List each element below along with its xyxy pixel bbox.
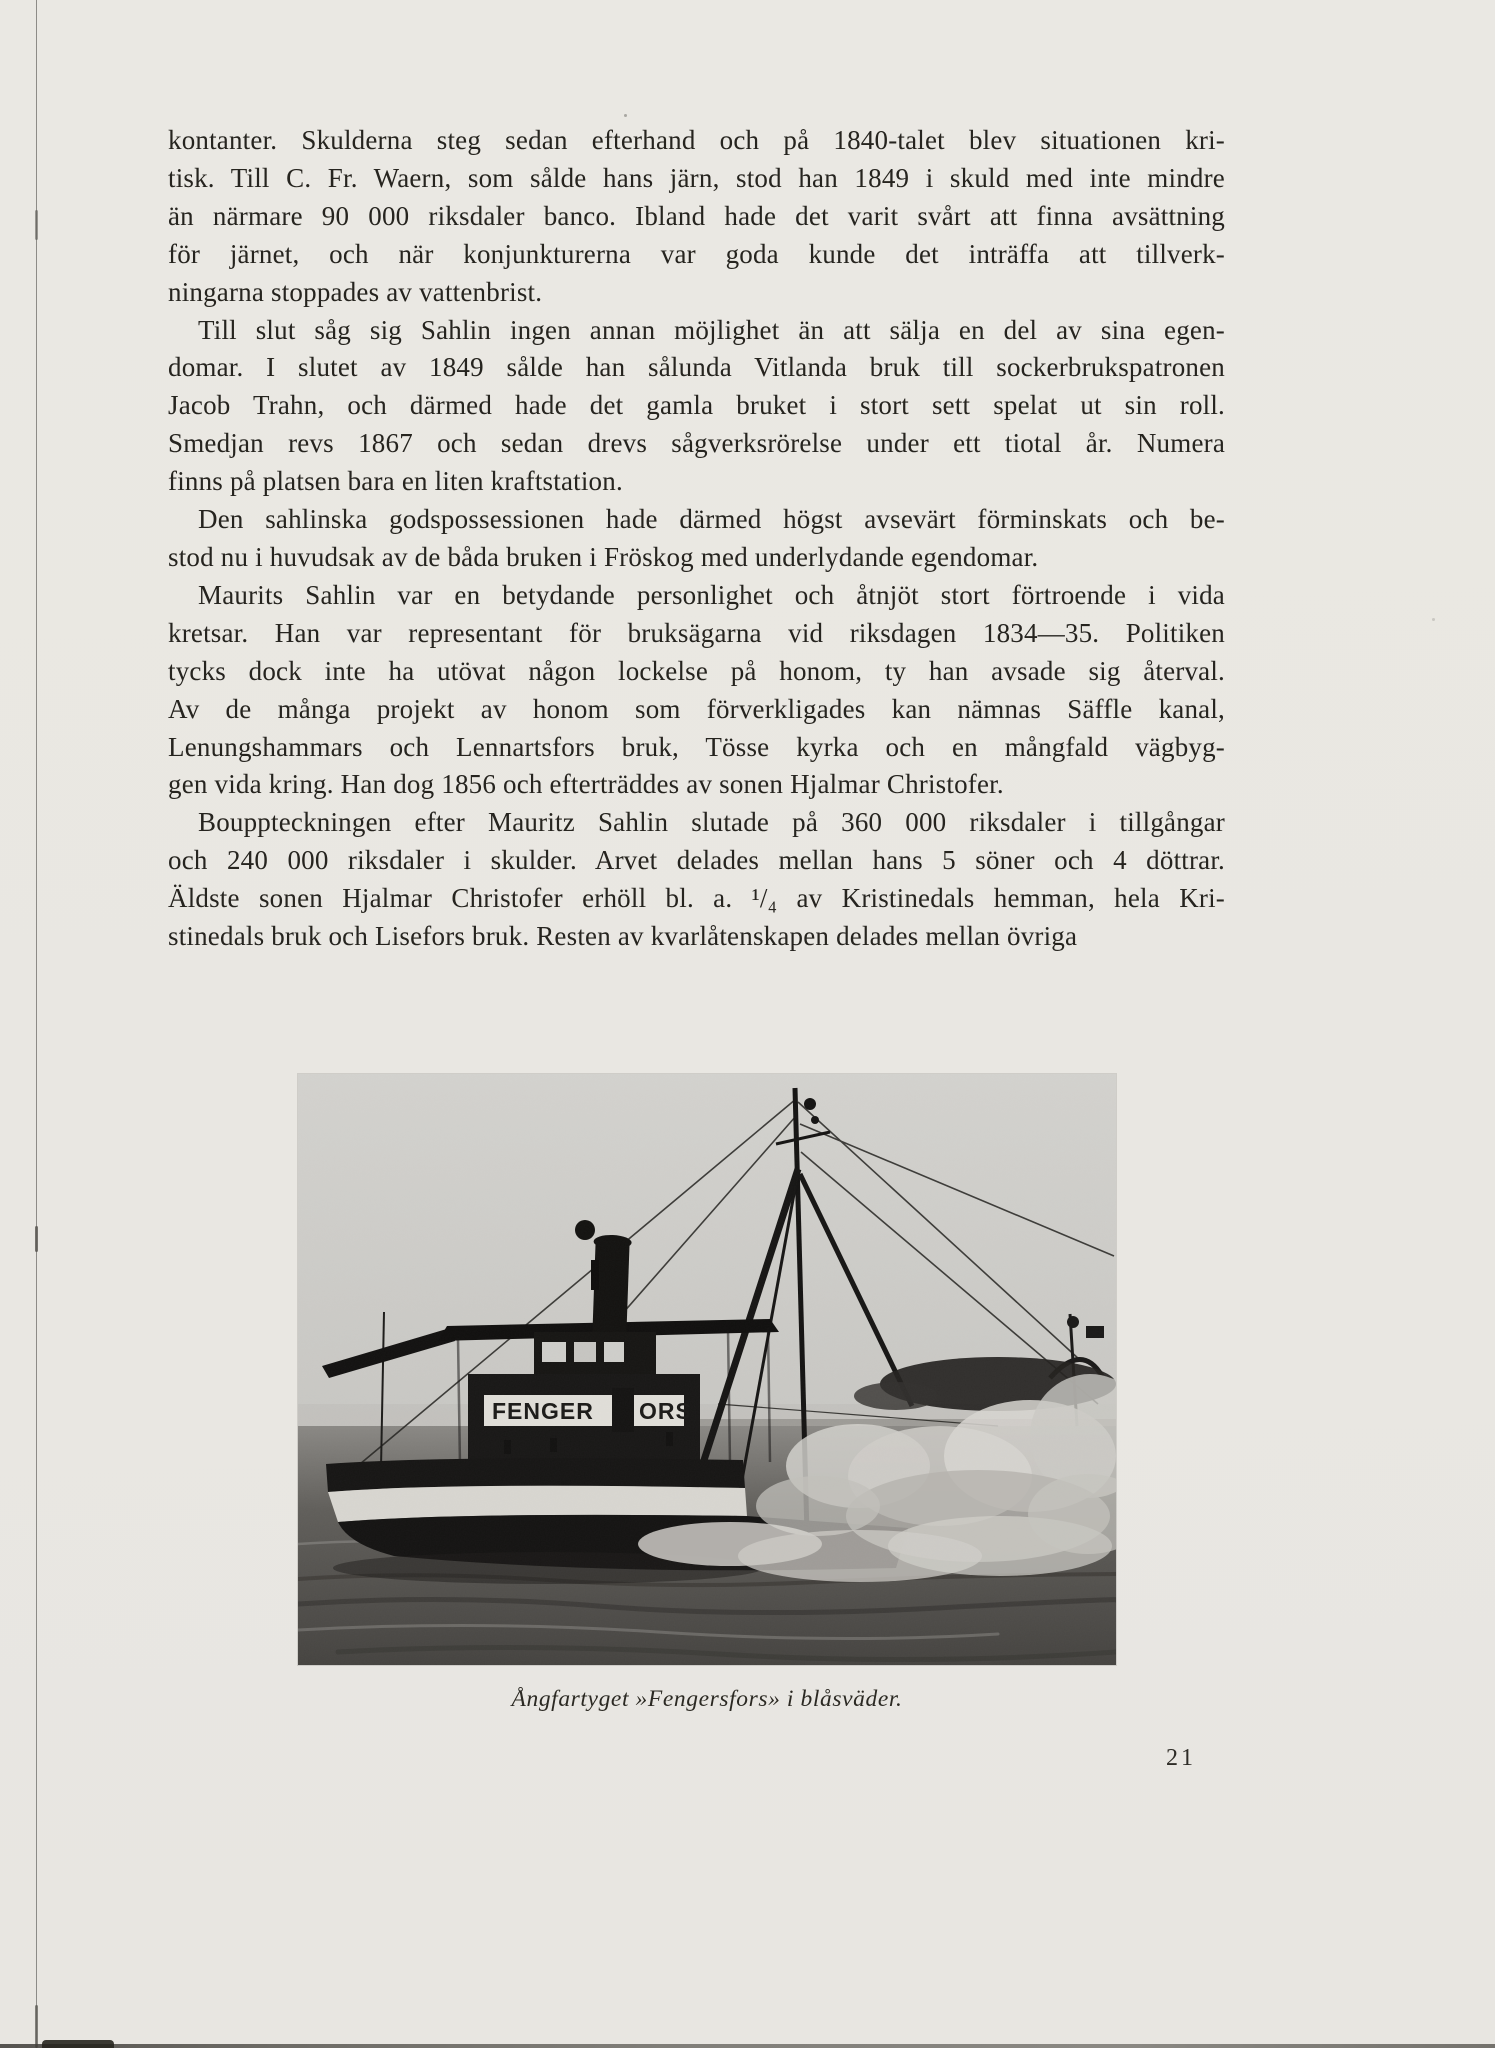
ship-name-left: FENGER (492, 1398, 594, 1424)
text-line: än närmare 90 000 riksdaler banco. Ibland hade det varit svårt att finna avsättning (168, 200, 1225, 231)
gutter-smudge (35, 2005, 38, 2048)
body-text (168, 122, 1225, 956)
text-line: Smedjan revs 1867 och sedan drevs sågverksrörelse under ett tiotal år. Numera (168, 428, 1225, 459)
text-line: finns på platsen bara en liten kraftstation. (168, 466, 623, 497)
text-line: kretsar. Han var representant för bruksägarna vid riksdagen 1834—35. Politiken (168, 617, 1225, 648)
steamship-photo (298, 1074, 1116, 1665)
text-line: tisk. Till C. Fr. Waern, som sålde hans järn, stod han 1849 i skuld med inte mindre (168, 162, 1225, 193)
text-line: Jacob Trahn, och därmed hade det gamla bruket i stort sett spelat ut sin roll. (168, 390, 1225, 421)
text-line: Till slut såg sig Sahlin ingen annan möjlighet än att sälja en del av sina egen- (198, 314, 1225, 345)
paper-speck (624, 114, 627, 117)
text-line: Bouppteckningen efter Mauritz Sahlin slutade på 360 000 riksdaler i tillgångar (198, 807, 1225, 838)
gutter-smudge (35, 210, 38, 240)
text-line: Lenungshammars och Lennartsfors bruk, Tösse kyrka och en mångfald vägbyg- (168, 731, 1225, 762)
text-line: stod nu i huvudsak av de båda bruken i Fröskog med underlydande egendomar. (168, 541, 1039, 572)
text-line: Den sahlinska godspossessionen hade därmed högst avsevärt förminskats och be- (198, 504, 1225, 535)
text-line: domar. I slutet av 1849 sålde han sålunda Vitlanda bruk till sockerbrukspatronen (168, 352, 1225, 383)
text-line: ningarna stoppades av vattenbrist. (168, 276, 543, 307)
page-bottom-smudge (42, 2040, 114, 2048)
text-line: Maurits Sahlin var en betydande personlighet och åtnjöt stort förtroende i vida (198, 579, 1225, 610)
figure-caption: Ångfartyget »Fengersfors» i blåsväder. (511, 1686, 903, 1712)
text-line: gen vida kring. Han dog 1856 och efterträddes av sonen Hjalmar Christofer. (168, 769, 1004, 800)
page-bottom-edge (0, 2044, 1495, 2048)
gutter-smudge (35, 1226, 38, 1252)
ship-name-right: ORS (639, 1398, 692, 1424)
text-line: tycks dock inte ha utövat någon lockelse på honom, ty han avsade sig återval. (168, 655, 1225, 686)
text-line: Äldste sonen Hjalmar Christofer erhöll bl. a. ¹/₄ av Kristinedals hemman, hela Kri- (168, 883, 1225, 914)
paper-speck (1432, 618, 1435, 621)
text-line: och 240 000 riksdaler i skulder. Arvet delades mellan hans 5 söner och 4 döttrar. (168, 845, 1225, 876)
page-number: 21 (1166, 1745, 1196, 1771)
text-line: kontanter. Skulderna steg sedan efterhand och på 1840-talet blev situationen kri- (168, 125, 1225, 155)
text-line: stinedals bruk och Lisefors bruk. Resten av kvarlåtenskapen delades mellan övriga (168, 921, 1078, 952)
page-gutter-shadow (36, 0, 37, 2048)
text-line: för järnet, och när konjunkturerna var goda kunde det inträffa att tillverk- (168, 238, 1225, 269)
text-line: Av de många projekt av honom som förverkligades kan nämnas Säffle kanal, (168, 693, 1225, 724)
